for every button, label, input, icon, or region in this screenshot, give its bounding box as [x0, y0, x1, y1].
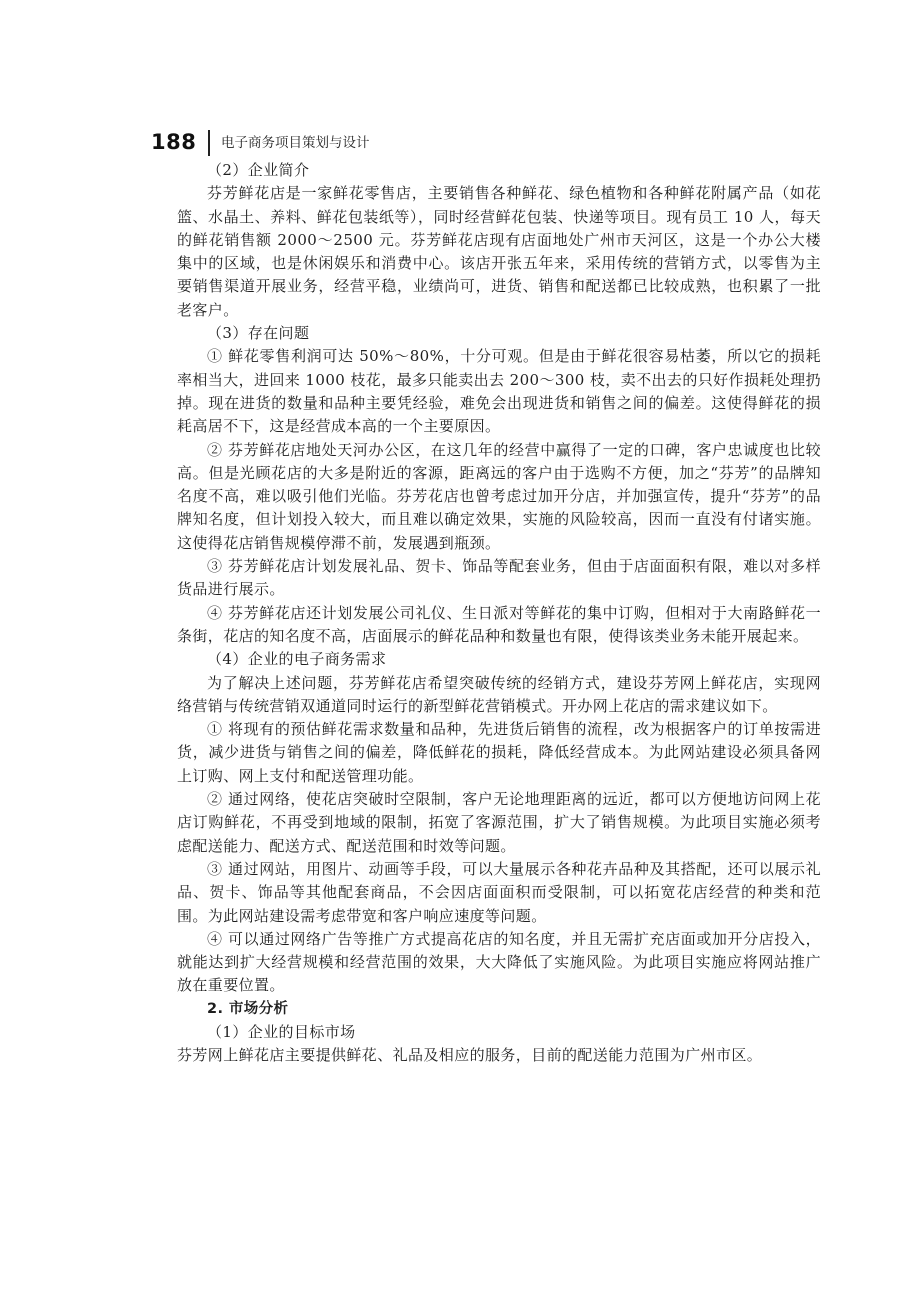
paragraph: ③ 芬芳鲜花店计划发展礼品、贺卡、饰品等配套业务，但由于店面面积有限，难以对多样货品进行展示。 [177, 557, 821, 599]
paragraph: ① 将现有的预估鲜花需求数量和品种，先进货后销售的流程，改为根据客户的订单按需进货，减少进货与销售之间的偏差，降低鲜花的损耗，降低经营成本。为此网站建设必须具备网上订购、网上支付和配送管理功能。 [177, 720, 821, 785]
paragraph: ④ 芬芳鲜花店还计划发展公司礼仪、生日派对等鲜花的集中订购，但相对于大南路鲜花一条街，花店的知名度不高，店面展示的鲜花品种和数量也有限，使得该类业务未能开展起来。 [177, 603, 821, 645]
paragraph: 芬芳网上鲜花店主要提供鲜花、礼品及相应的服务，目前的配送能力范围为广州市区。 [177, 1046, 763, 1065]
body-text [177, 159, 821, 1068]
header-divider [208, 130, 210, 156]
paragraph: ③ 通过网站，用图片、动画等手段，可以大量展示各种花卉品种及其搭配，还可以展示礼品、贺卡、饰品等其他配套商品，不会因店面面积而受限制，可以拓宽花店经营的种类和范围。为此网站建设需考虑带宽和客户响应速度等问题。 [177, 859, 821, 925]
subheading-company-intro: （2）企业简介 [207, 161, 310, 179]
paragraph: ② 通过网络，使花店突破时空限制，客户无论地理距离的远近，都可以方便地访问网上花店订购鲜花，不再受到地域的限制，拓宽了客源范围，扩大了销售规模。为此项目实施必须考虑配送能力、配送方式、配送范围和时效等问题。 [177, 790, 821, 855]
page-number: 188 [151, 130, 197, 154]
paragraph: ② 芬芳鲜花店地处天河办公区，在这几年的经营中赢得了一定的口碑，客户忠诚度也比较高。但是光顾花店的大多是附近的客源，距离远的客户由于选购不方便，加之“芬芳”的品牌知名度不高，难以吸引他们光临。芬芳花店也曾考虑过加开分店，并加强宣传，提升“芬芳”的品牌知名度，但计划投入较大，而且难以确定效果，实施的风险较高，因而一直没有付诸实施。这使得花店销售规模停滞不前，发展遇到瓶颈。 [177, 440, 821, 552]
section-heading-market-analysis: 2. 市场分析 [207, 1000, 289, 1017]
subheading-target-market: （1）企业的目标市场 [207, 1022, 356, 1041]
page-header [151, 128, 821, 158]
paragraph: ① 鲜花零售利润可达 50%～80%，十分可观。但是由于鲜花很容易枯萎，所以它的损耗率相当大，进回来 1000 枝花，最多只能卖出去 200～300 枝，卖不出去的只好作损耗处理扔掉。现在进货的数量和品种主要凭经验，难免会出现进货和销售之间的偏差。这使得鲜花的损耗高居不下，这是经营成本高的一个主要原因。 [177, 347, 821, 436]
subheading-ecommerce-needs: （4）企业的电子商务需求 [207, 650, 387, 669]
book-title: 电子商务项目策划与设计 [221, 135, 370, 151]
paragraph: 为了解决上述问题，芬芳鲜花店希望突破传统的经销方式，建设芬芳网上鲜花店，实现网络营销与传统营销双通道同时运行的新型鲜花营销模式。开办网上花店的需求建议如下。 [177, 673, 821, 715]
paragraph: 芬芳鲜花店是一家鲜花零售店，主要销售各种鲜花、绿色植物和各种鲜花附属产品（如花篮、水晶土、养料、鲜花包装纸等），同时经营鲜花包装、快递等项目。现有员工 10 人，每天的鲜花销售额 2000～2500 元。芬芳鲜花店现有店面地处广州市天河区，这是一个办公大楼集中的区域，也是休闲娱乐和消费中心。该店开张五年来，采用传统的营销方式，以零售为主要销售渠道开展业务，经营平稳，业绩尚可，进货、销售和配送都已比较成熟，也积累了一批老客户。 [177, 184, 821, 319]
paragraph: ④ 可以通过网络广告等推广方式提高花店的知名度，并且无需扩充店面或加开分店投入，就能达到扩大经营规模和经营范围的效果，大大降低了实施风险。为此项目实施应将网站推广放在重要位置。 [177, 929, 821, 995]
subheading-problems: （3）存在问题 [207, 324, 310, 343]
